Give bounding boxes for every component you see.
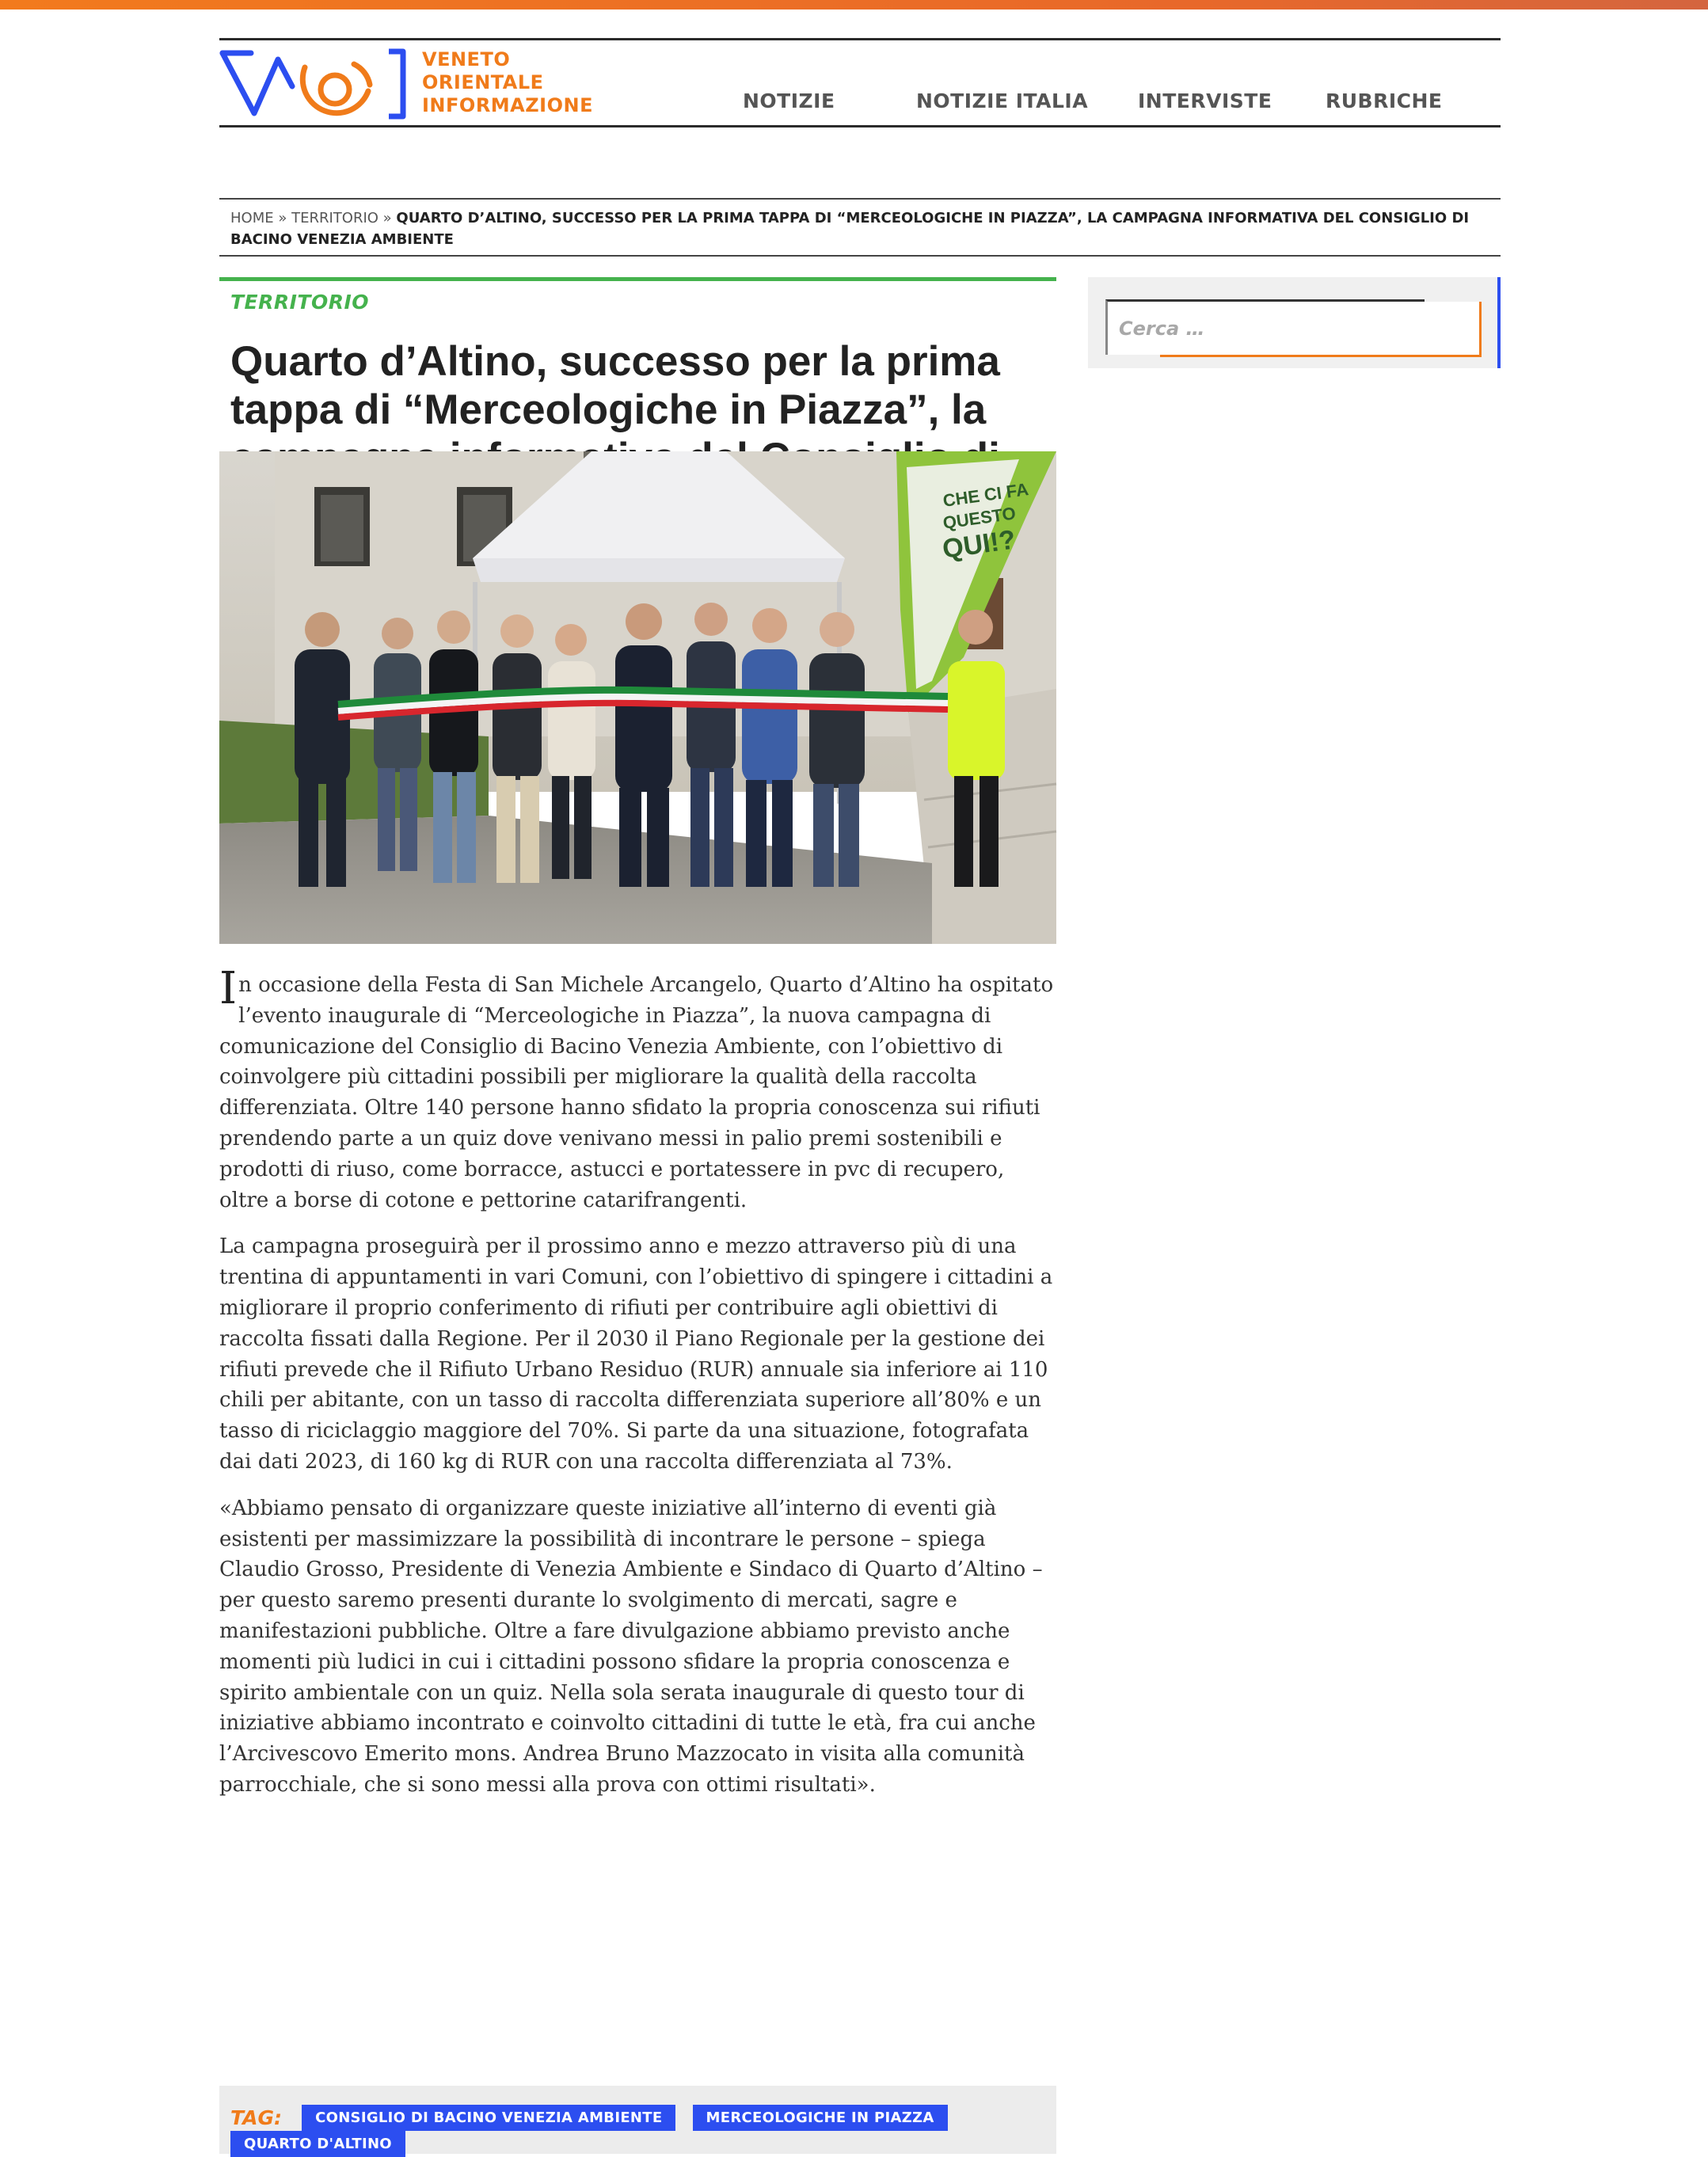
brand-line: ORIENTALE [422,71,544,93]
tag-quarto-daltino[interactable]: QUARTO D'ALTINO [230,2131,405,2157]
article-title-container [230,337,1054,443]
nav-item-notizie[interactable]: NOTIZIE [743,89,835,112]
article-title: Quarto d’Altino, successo per la prima tappa di “Merceologiche in Piazza”, la [230,338,1000,433]
ribbon-cutting-photo [219,451,1056,944]
nav-item-notizie-italia[interactable]: NOTIZIE ITALIA [916,89,1089,112]
banner-text: CHE CI FA [941,479,1030,511]
brand-line: INFORMAZIONE [422,94,593,116]
top-accent-bar [0,0,1708,10]
breadcrumb-section[interactable]: TERRITORIO [291,210,378,226]
search-border-gap [1425,299,1482,302]
breadcrumb-separator: » [382,210,392,226]
article [219,277,1056,2152]
nav-item-rubriche[interactable]: RUBRICHE [1326,89,1443,112]
search-box [1105,299,1479,355]
banner-text: QUESTO [941,503,1018,533]
breadcrumb-current: QUARTO D’ALTINO, SUCCESSO PER LA PRIMA TAPPA DI “MERCEOLOGICHE IN PIAZZA”, LA CAMPAGNA INFORMATIVA DEL CONSIGLIO DI BACINO VENEZIA AMBIENTE [230,210,1470,248]
tags-label: TAG: [230,2106,282,2129]
article-paragraph [219,963,1056,1215]
main-nav [219,89,1501,121]
nav-item-interviste[interactable]: INTERVISTE [1138,89,1272,112]
breadcrumb-home[interactable]: HOME [230,210,274,226]
drop-cap: I [219,963,238,1014]
search-border-accent [1479,302,1482,357]
sidebar [1088,277,1501,368]
article-photo [219,451,1056,944]
tag-consiglio-di-bacino[interactable]: CONSIGLIO DI BACINO VENEZIA AMBIENTE [302,2105,675,2131]
article-category[interactable]: TERRITORIO [230,291,370,314]
brand-line: VENETO [422,48,511,70]
paragraph-text: n occasione della Festa di San Michele Arcangelo, Quarto d’Altino ha ospitato l’evento inaugurale di “Merceologiche in Piazza”, la nuova campagna di comunicazione del Consiglio di Bacino Venezia Ambiente, con l’obiettivo di coinvolgere più cittadini possibili per migliorare la qualità della raccolta differenziata. Oltre 140 persone hanno sfidato la propria conoscenza sui rifiuti prendendo parte a un quiz dove venivano messi in palio premi sostenibili e prodotti di riuso, come borracce, astucci e portatessere in pvc di recupero, oltre a borse di cotone e pettorine catarifrangenti. [219,973,1054,1212]
tags-bar [219,2086,1056,2154]
site-header [219,38,1501,127]
tag-merceologiche-in-piazza[interactable]: MERCEOLOGICHE IN PIAZZA [693,2105,948,2131]
breadcrumb-separator: » [278,210,287,226]
category-divider [219,277,1056,281]
article-paragraph: «Abbiamo pensato di organizzare queste iniziative all’interno di eventi già esistenti per massimizzare la possibilità di incontrare le persone – spiega Claudio Grosso, Presidente di Venezia Ambiente e Sindaco di Quarto d’Altino – per questo saremo presenti durante lo svolgimento di mercati, sagre e manifestazioni pubbliche. Oltre a fare divulgazione abbiamo previsto anche momenti più ludici in cui i cittadini possono sfidare la propria conoscenza e spirito ambientale con un quiz. Nella sola serata inaugurale di questo tour di iniziative abbiamo incontrato e coinvolto cittadini di tutte le età, fra cui anche l’Arcivescovo Emerito mons. Andrea Bruno Mazzocato in visita alla comunità parrocchiale, che si sono messi alla prova con ottimi risultati». [219,1496,1043,1797]
article-body [219,963,1056,1817]
article-paragraph: La campagna proseguirà per il prossimo anno e mezzo attraverso più di una trentina di appuntamenti in vari Comuni, con l’obiettivo di spingere i cittadini a migliorare il proprio conferimento di rifiuti per contribuire agli obiettivi di raccolta fissati dalla Regione. Per il 2030 il Piano Regionale per la gestione dei rifiuti prevede che il Rifiuto Urbano Residuo (RUR) annuale sia inferiore ai 110 chili per abitante, con un tasso di raccolta differenziata superiore all’80% e un tasso di riciclaggio maggiore del 70%. Si parte da una situazione, fotografata dai dati 2023, di 160 kg di RUR con una raccolta differenziata al 73%. [219,1234,1053,1474]
banner-text: QUI!? [940,524,1018,565]
search-input[interactable] [1119,313,1459,344]
search-border-accent [1160,355,1482,357]
breadcrumb [219,198,1501,257]
